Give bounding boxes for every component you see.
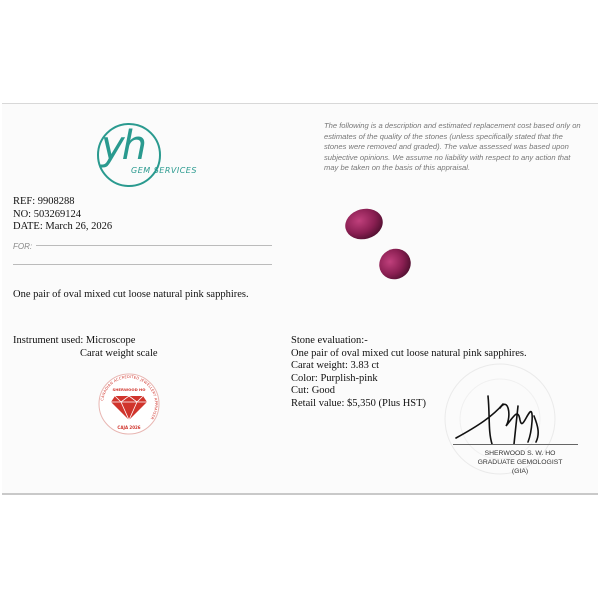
gemologist-block [472, 449, 568, 476]
gemologist-title: GRADUATE GEMOLOGIST [477, 459, 563, 466]
for-line [36, 245, 272, 246]
evaluation-heading: Stone evaluation:- [291, 335, 368, 346]
stone-cut: Cut: Good [291, 385, 336, 396]
sapphire-stones-image [342, 204, 412, 284]
instrument-line-2: Carat weight scale [80, 347, 158, 359]
appraisal-certificate [2, 103, 598, 495]
ref-number: REF: 9908288 [13, 196, 75, 207]
logo-subtitle: GEM SERVICES [131, 166, 197, 175]
stone-2 [374, 243, 412, 284]
for-line-2 [13, 264, 272, 265]
company-logo [97, 123, 207, 193]
stone-1 [342, 205, 386, 244]
signature-line [453, 444, 578, 445]
certificate-date: DATE: March 26, 2026 [13, 221, 113, 232]
evaluation-description: One pair of oval mixed cut loose natural pink sapphires. [291, 347, 527, 359]
seal-year: CAJA 2026 [117, 425, 141, 430]
logo-circle [97, 123, 161, 187]
signature-icon [448, 386, 578, 446]
retail-value: Retail value: $5,350 (Plus HST) [291, 397, 427, 409]
gemologist-name: SHERWOOD S. W. HO [484, 450, 556, 457]
instrument-line-1: Instrument used: Microscope [13, 335, 136, 346]
seal-ring-text: CANADIAN ACCREDITED JEWELLERY APPRAISER [100, 374, 159, 421]
item-description: One pair of oval mixed cut loose natural pink sapphires. [13, 289, 249, 300]
reference-block [13, 196, 112, 234]
gemologist-credential: (GIA) [511, 468, 529, 475]
stone-color: Color: Purplish-pink [291, 372, 378, 384]
certificate-number: NO: 503269124 [13, 208, 81, 220]
disclaimer-text: The following is a description and estimated replacement cost based only on estimates of the quality of the stones (unless specifically stated that the stones were removed and graded). The value assessed was based upon subjective opinions. We assume no liability with respect to any action that may be taken on the basis of this appraisal. [324, 121, 581, 172]
logo-mark: yh [101, 123, 145, 169]
for-label: FOR: [13, 242, 33, 251]
seal-top-text: SHERWOOD HO [112, 387, 146, 392]
carat-weight: Carat weight: 3.83 ct [291, 360, 380, 371]
instruments-block [13, 335, 158, 360]
caja-seal-icon [97, 372, 161, 436]
for-field [13, 236, 273, 251]
